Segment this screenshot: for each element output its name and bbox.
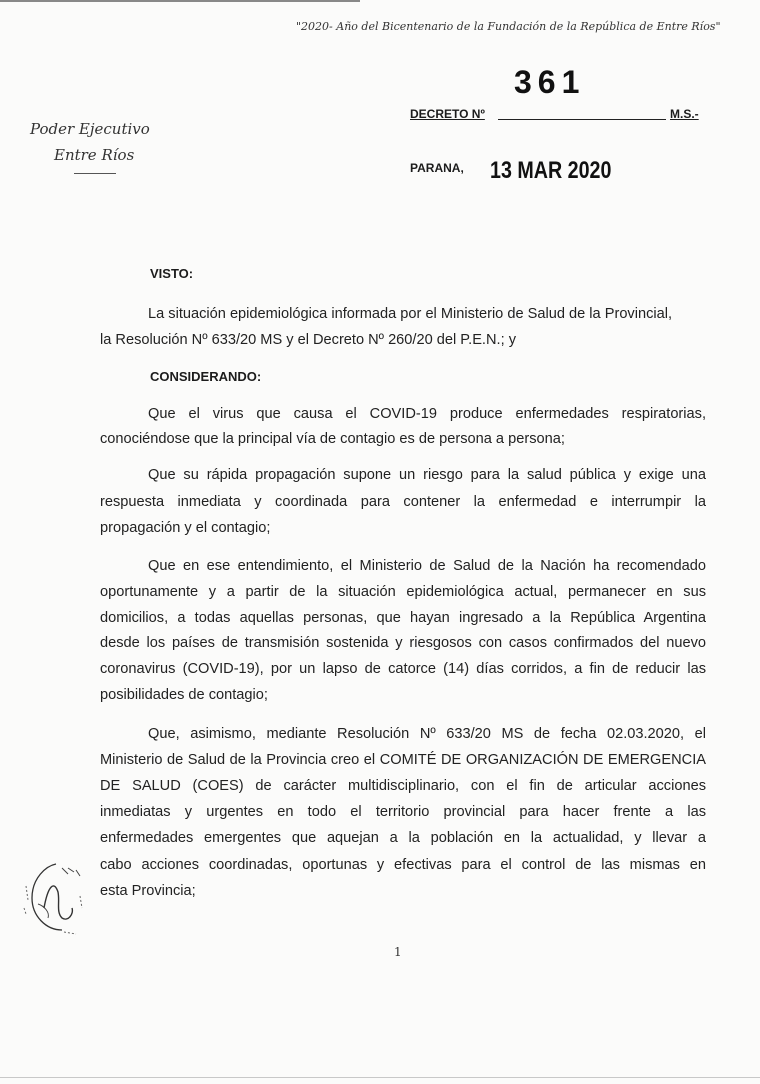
bottom-divider: [0, 1077, 760, 1078]
paragraph-line: Que, asimismo, mediante Resolución Nº 633/20 MS de fecha 02.03.2020, el: [148, 726, 706, 742]
city-label: PARANA,: [410, 161, 464, 175]
date-stamp: 13 MAR 2020: [490, 157, 612, 184]
decreto-label: DECRETO Nº: [410, 107, 485, 121]
handwritten-initials-icon: [18, 856, 94, 936]
paragraph-line: Que el virus que causa el COVID-19 produce enfermedades respiratorias,: [148, 406, 706, 422]
visto-line: la Resolución Nº 633/20 MS y el Decreto Nº 260/20 del P.E.N.; y: [100, 332, 516, 348]
paragraph-line: enfermedades emergentes que aquejan a la población en la actualidad, y llevar a: [100, 830, 706, 846]
paragraph-line: domicilios, a todas aquellas personas, que hayan ingresado a la República Argentina: [100, 610, 706, 626]
top-divider: [0, 0, 360, 2]
page-number: 1: [394, 945, 402, 959]
paragraph-line: esta Provincia;: [100, 883, 196, 899]
paragraph-line: conociéndose que la principal vía de contagio es de persona a persona;: [100, 431, 565, 447]
paragraph-line: Que en ese entendimiento, el Ministerio de Salud de la Nación ha recomendado: [148, 558, 706, 574]
paragraph-line: propagación y el contagio;: [100, 520, 271, 536]
paragraph-line: oportunamente y a partir de la situación epidemiológica actual, permanecer en sus: [100, 584, 706, 600]
issuer-line-2: Entre Ríos: [54, 146, 135, 164]
paragraph-line: Ministerio de Salud de la Provincia creo el COMITÉ DE ORGANIZACIÓN DE EMERGENCIA: [100, 752, 706, 768]
issuer-underline: [74, 173, 116, 174]
year-motto: "2020- Año del Bicentenario de la Fundación de la República de Entre Ríos": [296, 20, 721, 33]
decreto-number: 361: [514, 64, 586, 100]
visto-heading: VISTO:: [150, 266, 194, 281]
paragraph-line: respuesta inmediata y coordinada para contener la enfermedad e interrumpir la: [100, 494, 706, 510]
issuer-line-1: Poder Ejecutivo: [30, 120, 150, 138]
decreto-underline: [498, 119, 666, 120]
paragraph-line: cabo acciones coordinadas, oportunas y efectivas para el control de las mismas en: [100, 857, 706, 873]
paragraph-line: DE SALUD (COES) de carácter multidisciplinario, con el fin de articular acciones: [100, 778, 706, 794]
visto-line: La situación epidemiológica informada por el Ministerio de Salud de la Provincial,: [148, 306, 673, 322]
paragraph-line: coronavirus (COVID-19), por un lapso de catorce (14) días corridos, a fin de reducir las: [100, 661, 706, 677]
paragraph-line: inmediatas y urgentes en todo el territorio provincial para hacer frente a las: [100, 804, 706, 820]
paragraph-line: posibilidades de contagio;: [100, 687, 268, 703]
paragraph-line: desde los países de transmisión sostenida y riesgosos con casos confirmados del nuevo: [100, 635, 706, 651]
considerando-heading: CONSIDERANDO:: [150, 369, 262, 384]
paragraph-line: Que su rápida propagación supone un riesgo para la salud pública y exige una: [148, 467, 706, 483]
ministry-label: M.S.-: [670, 107, 699, 121]
